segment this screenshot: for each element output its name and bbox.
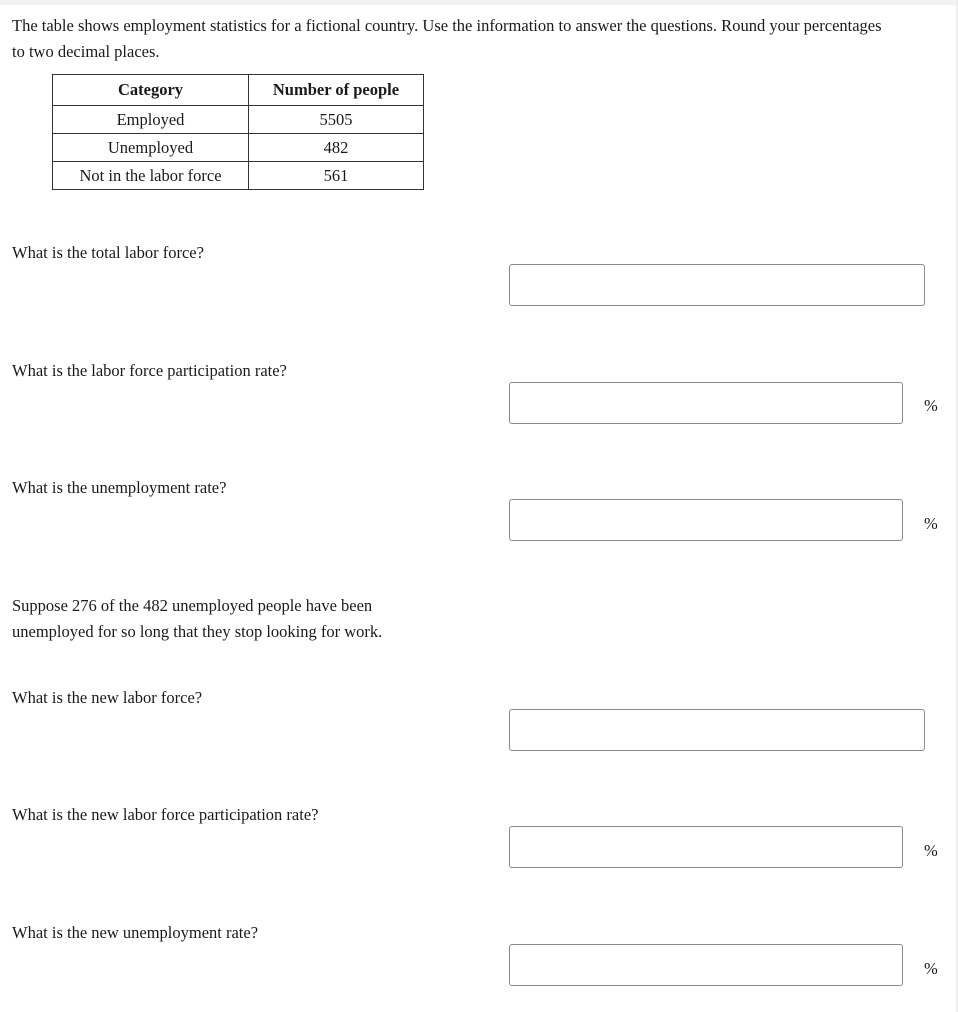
- row-category: Unemployed: [53, 134, 249, 162]
- header-number-of-people: Number of people: [249, 75, 424, 106]
- question-total-labor-force: What is the total labor force?: [12, 243, 204, 262]
- table-header-row: [53, 75, 424, 106]
- percent-sign: %: [924, 959, 938, 978]
- table-row: [53, 106, 424, 134]
- question-participation-rate: What is the labor force participation rate?: [12, 361, 287, 380]
- new-participation-rate-input[interactable]: [509, 826, 903, 868]
- table-row: [53, 162, 424, 190]
- row-category: Employed: [53, 106, 249, 134]
- question-new-unemployment-rate: What is the new unemployment rate?: [12, 923, 259, 942]
- unemployment-rate-input[interactable]: [509, 499, 903, 541]
- top-strip: [0, 0, 958, 5]
- intro-text: The table shows employment statistics for a fictional country. Use the information to answer the questions. Round your percentages to two decimal places.: [12, 16, 882, 61]
- employment-table: [52, 74, 424, 190]
- row-count: 5505: [249, 106, 424, 134]
- row-count: 561: [249, 162, 424, 190]
- participation-rate-input[interactable]: [509, 382, 903, 424]
- new-unemployment-rate-input[interactable]: [509, 944, 903, 986]
- table-row: [53, 134, 424, 162]
- row-count: 482: [249, 134, 424, 162]
- scenario-text: Suppose 276 of the 482 unemployed people have been unemployed for so long that they stop looking for work.: [12, 596, 383, 641]
- question-new-participation-rate: What is the new labor force participation rate?: [12, 805, 319, 824]
- header-category: Category: [53, 75, 249, 106]
- row-category: Not in the labor force: [53, 162, 249, 190]
- question-unemployment-rate: What is the unemployment rate?: [12, 478, 227, 497]
- percent-sign: %: [924, 841, 938, 860]
- total-labor-force-input[interactable]: [509, 264, 925, 306]
- percent-sign: %: [924, 396, 938, 415]
- new-labor-force-input[interactable]: [509, 709, 925, 751]
- percent-sign: %: [924, 514, 938, 533]
- question-new-labor-force: What is the new labor force?: [12, 688, 203, 707]
